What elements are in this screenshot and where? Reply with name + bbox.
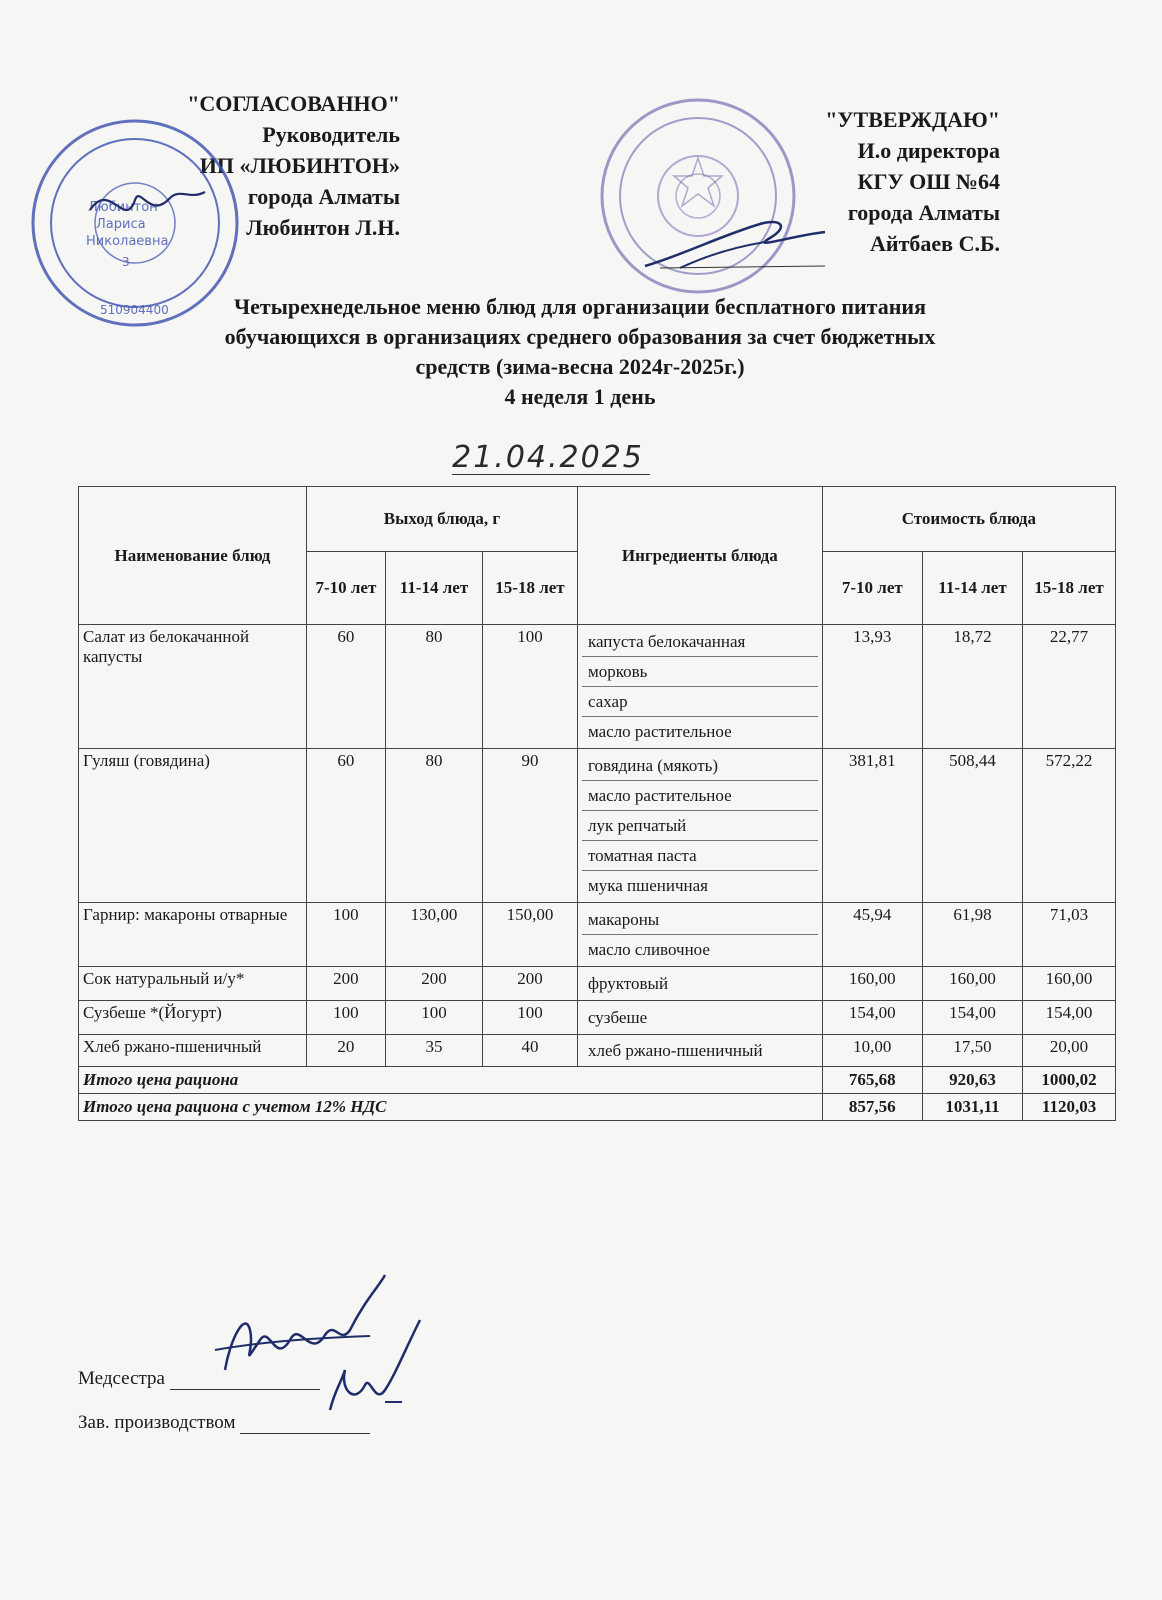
yield-15-18: 100 [483,1001,578,1035]
yield-15-18: 200 [483,967,578,1001]
cost-11-14: 160,00 [922,967,1022,1001]
total-7-10: 765,68 [822,1067,922,1094]
approval-right-title: "УТВЕРЖДАЮ" [825,107,1000,132]
cost-15-18: 154,00 [1023,1001,1116,1035]
ingredient: говядина (мякоть) [582,751,818,781]
cost-7-10: 10,00 [822,1035,922,1067]
nurse-label: Медсестра [78,1368,165,1389]
cost-11-14: 18,72 [922,625,1022,749]
svg-text:3: 3 [122,255,130,269]
total-11-14: 920,63 [922,1067,1022,1094]
handwritten-date: 21.04.2025 [452,440,644,475]
title-line4: 4 неделя 1 день [504,384,656,409]
cost-7-10: 45,94 [822,903,922,967]
production-signature-blank [240,1433,370,1434]
ingredient: капуста белокачанная [582,627,818,657]
svg-text:Лариса: Лариса [96,217,146,232]
ingredient: хлеб ржано-пшеничный [587,1041,763,1060]
ingredients-cell [577,967,822,1001]
ingredient: фруктовый [587,974,669,993]
cost-11-14: 154,00 [922,1001,1022,1035]
header-yield-11-14: 11-14 лет [385,552,482,625]
header-yield-15-18: 15-18 лет [483,552,578,625]
cost-11-14: 61,98 [922,903,1022,967]
yield-15-18: 100 [483,625,578,749]
total-vat-label: Итого цена рациона с учетом 12% НДС [79,1094,823,1121]
cost-7-10: 13,93 [822,625,922,749]
cost-15-18: 160,00 [1023,967,1116,1001]
ingredient: масло растительное [582,781,818,811]
ingredients-cell [577,625,822,749]
header-dish-name: Наименование блюд [79,487,307,625]
table-row [79,625,1116,749]
approval-right-line1: И.о директора [857,138,1000,163]
yield-7-10: 200 [306,967,385,1001]
yield-11-14: 80 [385,625,482,749]
header-cost: Стоимость блюда [822,487,1115,552]
title-line3: средств (зима-весна 2024г-2025г.) [415,354,745,379]
ingredient: макароны [582,905,818,935]
cost-11-14: 508,44 [922,749,1022,903]
document-title [80,292,1080,412]
svg-text:Николаевна: Николаевна [86,234,169,249]
yield-11-14: 100 [385,1001,482,1035]
cost-7-10: 154,00 [822,1001,922,1035]
yield-11-14: 35 [385,1035,482,1067]
director-signature [640,206,830,276]
approval-right-line3: города Алматы [847,200,1000,225]
ingredient: морковь [582,657,818,687]
cost-7-10: 381,81 [822,749,922,903]
svg-text:Любинтон: Любинтон [88,200,158,215]
menu-table [78,486,1116,1121]
cost-15-18: 20,00 [1023,1035,1116,1067]
yield-15-18: 40 [483,1035,578,1067]
approval-left-line3: города Алматы [247,184,400,209]
header-cost-15-18: 15-18 лет [1023,552,1116,625]
dish-name: Гарнир: макароны отварные [79,903,307,967]
dish-name: Сок натуральный и/у* [79,967,307,1001]
yield-7-10: 20 [306,1035,385,1067]
dish-name: Салат из белокачанной капусты [79,625,307,749]
total-row [79,1067,1116,1094]
dish-name: Гуляш (говядина) [79,749,307,903]
yield-15-18: 150,00 [483,903,578,967]
header-yield-7-10: 7-10 лет [306,552,385,625]
cost-11-14: 17,50 [922,1035,1022,1067]
left-signature [80,170,210,240]
ingredients-cell [577,1035,822,1067]
table-row [79,1001,1116,1035]
total-vat-11-14: 1031,11 [922,1094,1022,1121]
yield-11-14: 200 [385,967,482,1001]
approval-right-line4: Айтбаев С.Б. [870,231,1000,256]
approval-right-line2: КГУ ОШ №64 [857,169,1000,194]
approval-left-line2: ИП «ЛЮБИНТОН» [199,153,400,178]
total-vat-row [79,1094,1116,1121]
table-row [79,903,1116,967]
production-handwritten-signature [310,1310,430,1420]
title-line2: обучающихся в организациях среднего образования за счет бюджетных [224,324,936,349]
ingredients-cell [577,903,822,967]
cost-15-18: 71,03 [1023,903,1116,967]
svg-text:510904400: 510904400 [100,303,169,317]
date-underline [452,474,650,475]
approval-left-line4: Любинтон Л.Н. [246,215,400,240]
yield-7-10: 60 [306,625,385,749]
ingredient: сахар [582,687,818,717]
approval-left-line1: Руководитель [262,122,400,147]
yield-11-14: 130,00 [385,903,482,967]
table-row [79,749,1116,903]
header-ingredients: Ингредиенты блюда [577,487,822,625]
header-cost-11-14: 11-14 лет [922,552,1022,625]
dish-name: Хлеб ржано-пшеничный [79,1035,307,1067]
total-vat-7-10: 857,56 [822,1094,922,1121]
ingredient: масло растительное [587,722,732,741]
ingredient: лук репчатый [582,811,818,841]
ingredients-cell [577,749,822,903]
header-cost-7-10: 7-10 лет [822,552,922,625]
cost-7-10: 160,00 [822,967,922,1001]
header-yield: Выход блюда, г [306,487,577,552]
total-vat-15-18: 1120,03 [1023,1094,1116,1121]
total-label: Итого цена рациона [79,1067,823,1094]
ingredient: томатная паста [582,841,818,871]
ingredient: масло сливочное [587,940,710,959]
total-15-18: 1000,02 [1023,1067,1116,1094]
title-line1: Четырехнедельное меню блюд для организации бесплатного питания [233,294,926,319]
ingredient: мука пшеничная [587,876,708,895]
yield-7-10: 100 [306,1001,385,1035]
yield-7-10: 60 [306,749,385,903]
ingredient: сузбеше [587,1008,648,1027]
dish-name: Сузбеше *(Йогурт) [79,1001,307,1035]
cost-15-18: 572,22 [1023,749,1116,903]
production-label: Зав. производством [78,1412,236,1433]
yield-15-18: 90 [483,749,578,903]
yield-7-10: 100 [306,903,385,967]
ingredients-cell [577,1001,822,1035]
cost-15-18: 22,77 [1023,625,1116,749]
table-row [79,1035,1116,1067]
yield-11-14: 80 [385,749,482,903]
table-row [79,967,1116,1001]
approval-left-title: "СОГЛАСОВАННО" [187,91,400,116]
